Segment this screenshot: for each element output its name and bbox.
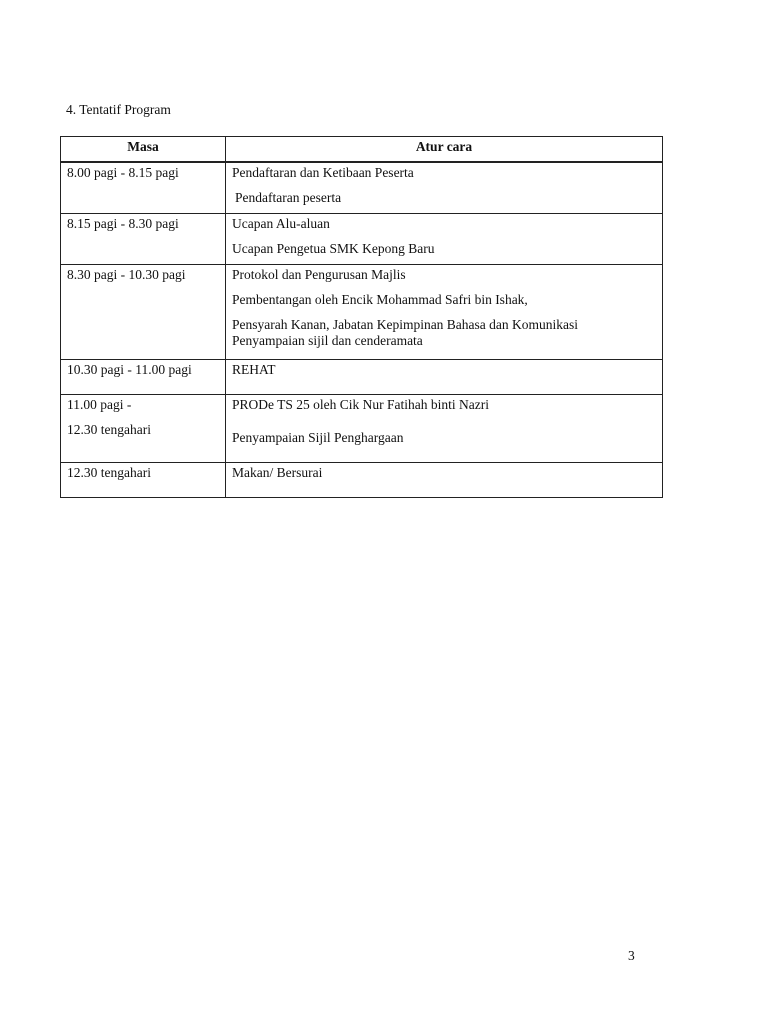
table-row (61, 162, 663, 213)
masa-text: 12.30 tengahari (67, 421, 151, 437)
table-header-row (61, 137, 663, 163)
table-row (61, 359, 663, 394)
masa-text: 10.30 pagi - 11.00 pagi (67, 361, 192, 377)
masa-cell (61, 264, 226, 359)
column-header-atur-cara: Atur cara (226, 137, 663, 163)
atur-cara-text: PRODe TS 25 oleh Cik Nur Fatihah binti Nazri (232, 396, 489, 412)
atur-cara-cell (226, 394, 663, 462)
table-row (61, 462, 663, 497)
atur-cara-cell (226, 162, 663, 213)
atur-cara-text: Pendaftaran dan Ketibaan Peserta (232, 165, 414, 180)
atur-cara-text: Pensyarah Kanan, Jabatan Kepimpinan Bahasa dan Komunikasi (232, 316, 579, 332)
atur-cara-text: Pendaftaran peserta (235, 190, 342, 205)
table-row (61, 213, 663, 264)
table-row (61, 394, 663, 462)
atur-cara-text: Penyampaian Sijil Penghargaan (232, 429, 404, 445)
atur-cara-cell (226, 359, 663, 394)
atur-cara-text: Protokol dan Pengurusan Majlis (232, 266, 406, 282)
atur-cara-text: Pembentangan oleh Encik Mohammad Safri bin Ishak, (232, 291, 528, 307)
masa-text: 8.30 pagi - 10.30 pagi (67, 266, 186, 282)
atur-cara-cell (226, 462, 663, 497)
masa-text: 11.00 pagi - (67, 396, 132, 412)
program-schedule-table (60, 136, 663, 498)
atur-cara-text: Makan/ Bersurai (232, 464, 323, 480)
masa-text: 12.30 tengahari (67, 464, 151, 480)
masa-cell (61, 359, 226, 394)
atur-cara-text: REHAT (232, 361, 276, 377)
table-row (61, 264, 663, 359)
masa-cell (61, 213, 226, 264)
masa-cell (61, 394, 226, 462)
masa-text: 8.00 pagi - 8.15 pagi (67, 165, 179, 180)
atur-cara-cell (226, 264, 663, 359)
atur-cara-text: Ucapan Alu-aluan (232, 215, 330, 231)
atur-cara-text: Penyampaian sijil dan cenderamata (232, 332, 423, 348)
masa-cell (61, 162, 226, 213)
masa-text: 8.15 pagi - 8.30 pagi (67, 215, 179, 231)
page-number: 3 (628, 948, 635, 963)
atur-cara-cell (226, 213, 663, 264)
column-header-masa: Masa (61, 137, 226, 163)
atur-cara-text: Ucapan Pengetua SMK Kepong Baru (232, 240, 435, 256)
masa-cell (61, 462, 226, 497)
section-heading: 4. Tentatif Program (66, 102, 171, 117)
